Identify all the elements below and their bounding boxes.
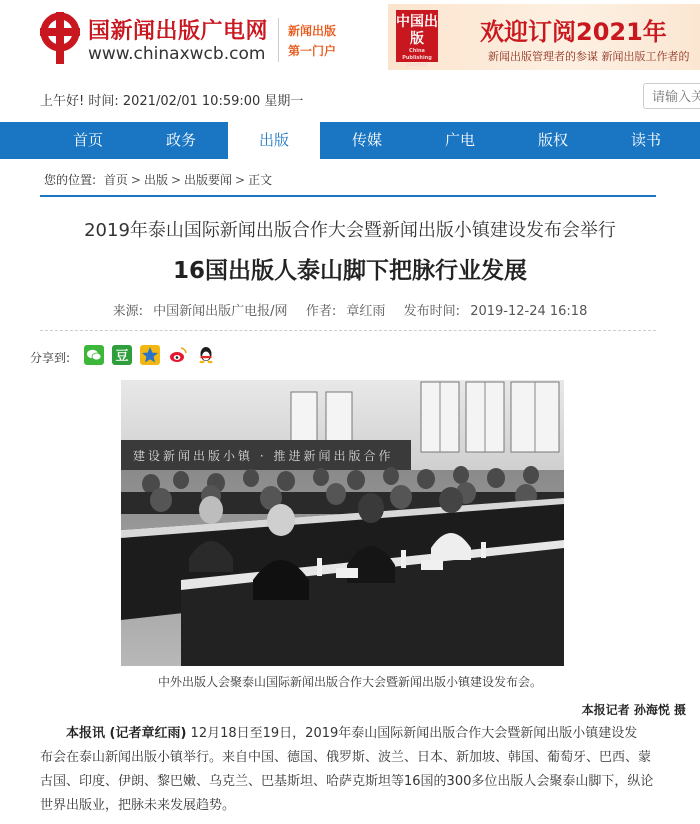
slogan-line-2: 第一门户 bbox=[288, 44, 337, 58]
article-meta bbox=[0, 300, 700, 319]
share-label: 分享到: bbox=[30, 351, 71, 365]
nav-item-7[interactable]: 读书 bbox=[630, 131, 661, 149]
china-red-logo-icon[interactable] bbox=[36, 10, 84, 66]
photo-banner-text: 建设新闻出版小镇 · 推进新闻出版合作 bbox=[133, 449, 394, 463]
banner-seal-small: China Publishing Journal bbox=[402, 48, 432, 68]
author-label: 作者: bbox=[305, 304, 337, 319]
subscription-banner[interactable] bbox=[388, 4, 700, 70]
nav-item-2[interactable]: 政务 bbox=[165, 131, 196, 149]
source-label: 来源: bbox=[112, 304, 144, 319]
qzone-icon[interactable] bbox=[140, 345, 160, 365]
site-name[interactable]: 国新闻出版广电网 bbox=[88, 19, 269, 44]
breadcrumb bbox=[44, 171, 272, 188]
nav-item-4[interactable]: 传媒 bbox=[351, 131, 382, 149]
banner-title: 欢迎订阅2021年 bbox=[480, 18, 667, 46]
weibo-icon[interactable] bbox=[168, 345, 188, 365]
article-lead: 本报讯 (记者章红雨) bbox=[66, 726, 187, 741]
nav-item-3[interactable]: 出版 bbox=[228, 122, 320, 159]
body-line-1-text: 12月18日至19日，2019年泰山国际新闻出版合作大会暨新闻出版小镇建设发 bbox=[186, 726, 638, 741]
photo-caption: 中外出版人会聚泰山国际新闻出版合作大会暨新闻出版小镇建设发布会。 bbox=[157, 675, 542, 689]
body-line-1 bbox=[40, 722, 660, 746]
logo-divider bbox=[278, 18, 279, 62]
date-label: 发布时间: bbox=[403, 304, 461, 319]
search-input[interactable] bbox=[643, 83, 700, 109]
body-line-3: 古国、印度、伊朗、黎巴嫩、乌克兰、巴基斯坦、哈萨克斯坦等16国的300多位出版人会聚泰山脚下，纵论 bbox=[40, 774, 654, 789]
author-value: 章红雨 bbox=[346, 304, 386, 319]
breadcrumb-prefix: 您的位置: bbox=[44, 173, 97, 187]
main-nav bbox=[0, 122, 700, 159]
breadcrumb-separator: > bbox=[170, 173, 182, 187]
article-photo bbox=[121, 380, 564, 666]
breadcrumb-item-1[interactable]: 首页 bbox=[103, 173, 128, 187]
article-body bbox=[40, 722, 660, 818]
banner-seal-text: 中国出版 bbox=[396, 14, 438, 47]
banner-subtitle: 新闻出版管理者的参谋 新闻出版工作者的 bbox=[488, 50, 690, 63]
breadcrumb-item-2[interactable]: 出版 bbox=[143, 173, 168, 187]
nav-item-6[interactable]: 版权 bbox=[537, 131, 568, 149]
body-line-2: 布会在泰山新闻出版小镇举行。来自中国、德国、俄罗斯、波兰、日本、新加坡、韩国、葡萄牙、巴西、蒙 bbox=[40, 750, 652, 765]
breadcrumb-item-4[interactable]: 正文 bbox=[248, 173, 273, 187]
breadcrumb-separator: > bbox=[130, 173, 141, 187]
article-headline: 16国出版人泰山脚下把脉行业发展 bbox=[172, 258, 527, 284]
greeting-datetime: 上午好! 时间: 2021/02/01 10:59:00 星期一 bbox=[40, 94, 304, 109]
photo-credit: 本报记者 孙海悦 摄 bbox=[581, 703, 686, 717]
wechat-icon[interactable] bbox=[84, 345, 104, 365]
breadcrumb-divider bbox=[40, 195, 656, 197]
svg-text:豆: 豆 bbox=[115, 349, 129, 364]
site-header bbox=[0, 0, 700, 78]
slogan-line-1: 新闻出版 bbox=[288, 24, 337, 38]
article-subtitle: 2019年泰山国际新闻出版合作大会暨新闻出版小镇建设发布会举行 bbox=[84, 220, 616, 241]
breadcrumb-separator: > bbox=[235, 173, 246, 187]
date-bar bbox=[0, 78, 700, 122]
date-value: 2019-12-24 16:18 bbox=[470, 304, 588, 319]
banner-seal bbox=[396, 10, 438, 68]
site-url[interactable]: www.chinaxwcb.com bbox=[88, 44, 266, 64]
douban-icon[interactable] bbox=[112, 345, 132, 365]
breadcrumb-item-3[interactable]: 出版要闻 bbox=[184, 173, 233, 187]
nav-item-5[interactable]: 广电 bbox=[444, 131, 475, 149]
nav-item-1[interactable]: 首页 bbox=[72, 131, 103, 149]
qq-icon[interactable] bbox=[196, 345, 216, 365]
meta-divider bbox=[40, 330, 656, 331]
source-value: 中国新闻出版广电报/网 bbox=[153, 304, 288, 319]
conference-photo-illustration bbox=[121, 380, 564, 666]
body-line-4: 世界出版业，把脉未来发展趋势。 bbox=[40, 798, 236, 813]
